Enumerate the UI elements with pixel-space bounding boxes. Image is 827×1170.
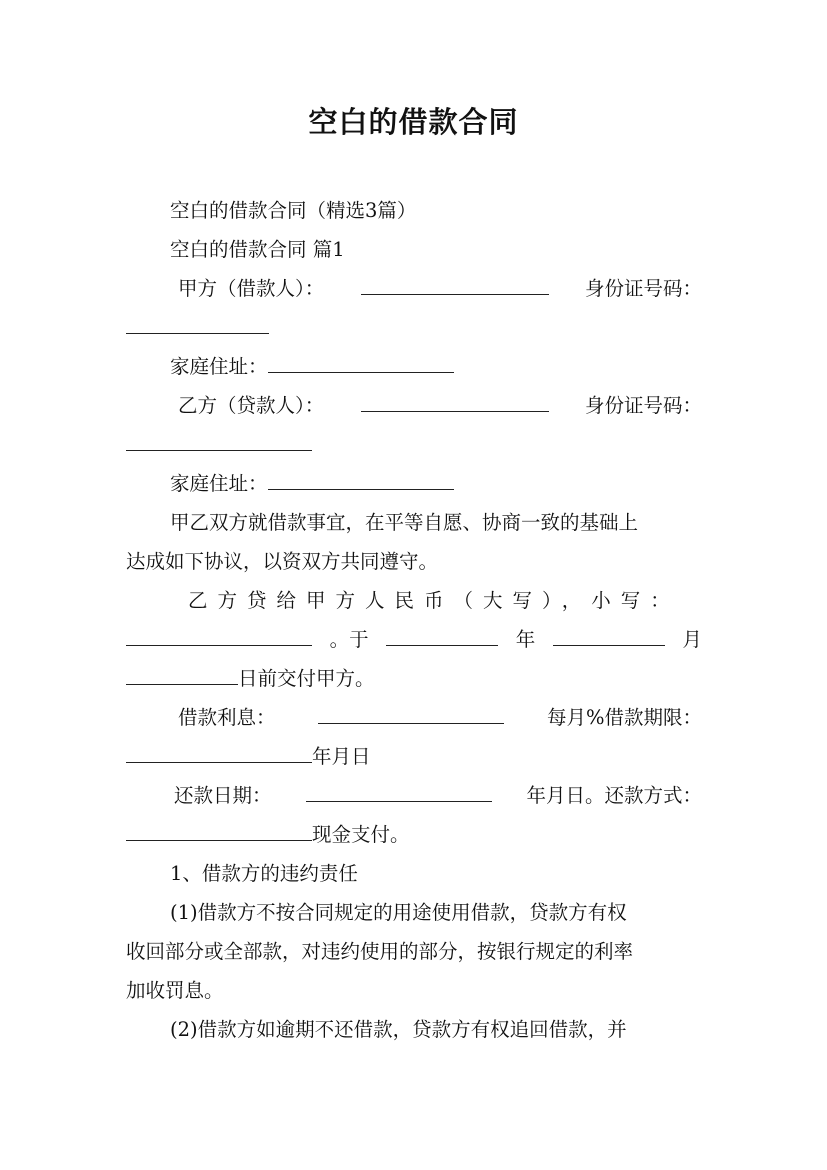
party-a-id-line xyxy=(126,315,702,341)
intro-line-2: 达成如下协议，以资双方共同遵守。 xyxy=(126,550,439,573)
repay-line xyxy=(174,783,702,809)
intro-line-1: 甲乙双方就借款事宜，在平等自愿、协商一致的基础上 xyxy=(170,511,639,534)
part-title: 空白的借款合同 篇1 xyxy=(170,238,345,261)
loan-month-blank xyxy=(553,627,665,646)
party-b-address-blank xyxy=(268,471,454,490)
loan-line-1: 乙方贷给甲方人民币（大写），小写： xyxy=(188,589,680,612)
loan-line-3 xyxy=(126,666,702,692)
interest-line xyxy=(178,705,702,731)
party-a-address-blank xyxy=(268,354,454,373)
term-tail: 年月日 xyxy=(312,745,371,768)
party-b-id-line xyxy=(126,432,702,458)
repay-method-line xyxy=(126,822,702,848)
clause-1-2-line-1: (2)借款方如逾期不还借款，贷款方有权追回借款，并 xyxy=(170,1018,627,1041)
party-b-address-line xyxy=(170,471,702,497)
term-line xyxy=(126,744,702,770)
party-a-id-blank xyxy=(126,315,269,334)
loan-year-blank xyxy=(386,627,498,646)
interest-blank xyxy=(318,705,504,724)
party-b-id-label: 身份证号码： xyxy=(584,394,702,417)
subtitle: 空白的借款合同（精选3篇） xyxy=(170,199,417,222)
party-a-name-blank xyxy=(361,276,549,295)
clause-1-1-line-3: 加收罚息。 xyxy=(126,979,224,1002)
party-b-name-blank xyxy=(361,393,549,412)
party-a-address-label: 家庭住址： xyxy=(170,355,268,378)
loan-day-blank xyxy=(126,666,238,685)
interest-tail: 每月%借款期限： xyxy=(546,706,702,729)
party-b-address-label: 家庭住址： xyxy=(170,472,268,495)
repay-method-blank xyxy=(126,822,312,841)
loan-line-2 xyxy=(126,627,702,653)
party-a-address-line xyxy=(170,354,702,380)
loan-delivery-text: 日前交付甲方。 xyxy=(238,667,375,690)
party-a-label: 甲方（借款人）： xyxy=(178,277,325,300)
cash-tail: 现金支付。 xyxy=(312,823,410,846)
interest-label: 借款利息： xyxy=(178,706,276,729)
amount-small-blank xyxy=(126,627,312,646)
loan-month-label: 月 xyxy=(682,628,702,651)
party-b-line xyxy=(178,393,702,419)
term-blank xyxy=(126,744,312,763)
section-1-heading: 1、借款方的违约责任 xyxy=(170,862,358,885)
party-a-id-label: 身份证号码： xyxy=(584,277,702,300)
repay-tail: 年月日。还款方式： xyxy=(526,784,702,807)
repay-label: 还款日期： xyxy=(174,784,272,807)
party-b-label: 乙方（贷款人）： xyxy=(178,394,325,417)
clause-1-1-line-1: (1)借款方不按合同规定的用途使用借款，贷款方有权 xyxy=(170,901,627,924)
party-a-line xyxy=(178,276,702,302)
loan-date-prefix: 。于 xyxy=(329,628,369,651)
party-b-id-blank xyxy=(126,432,312,451)
clause-1-1-line-2: 收回部分或全部款，对违约使用的部分，按银行规定的利率 xyxy=(126,940,634,963)
loan-year-label: 年 xyxy=(515,628,536,651)
document-title: 空白的借款合同 xyxy=(308,105,519,139)
repay-date-blank xyxy=(306,783,492,802)
